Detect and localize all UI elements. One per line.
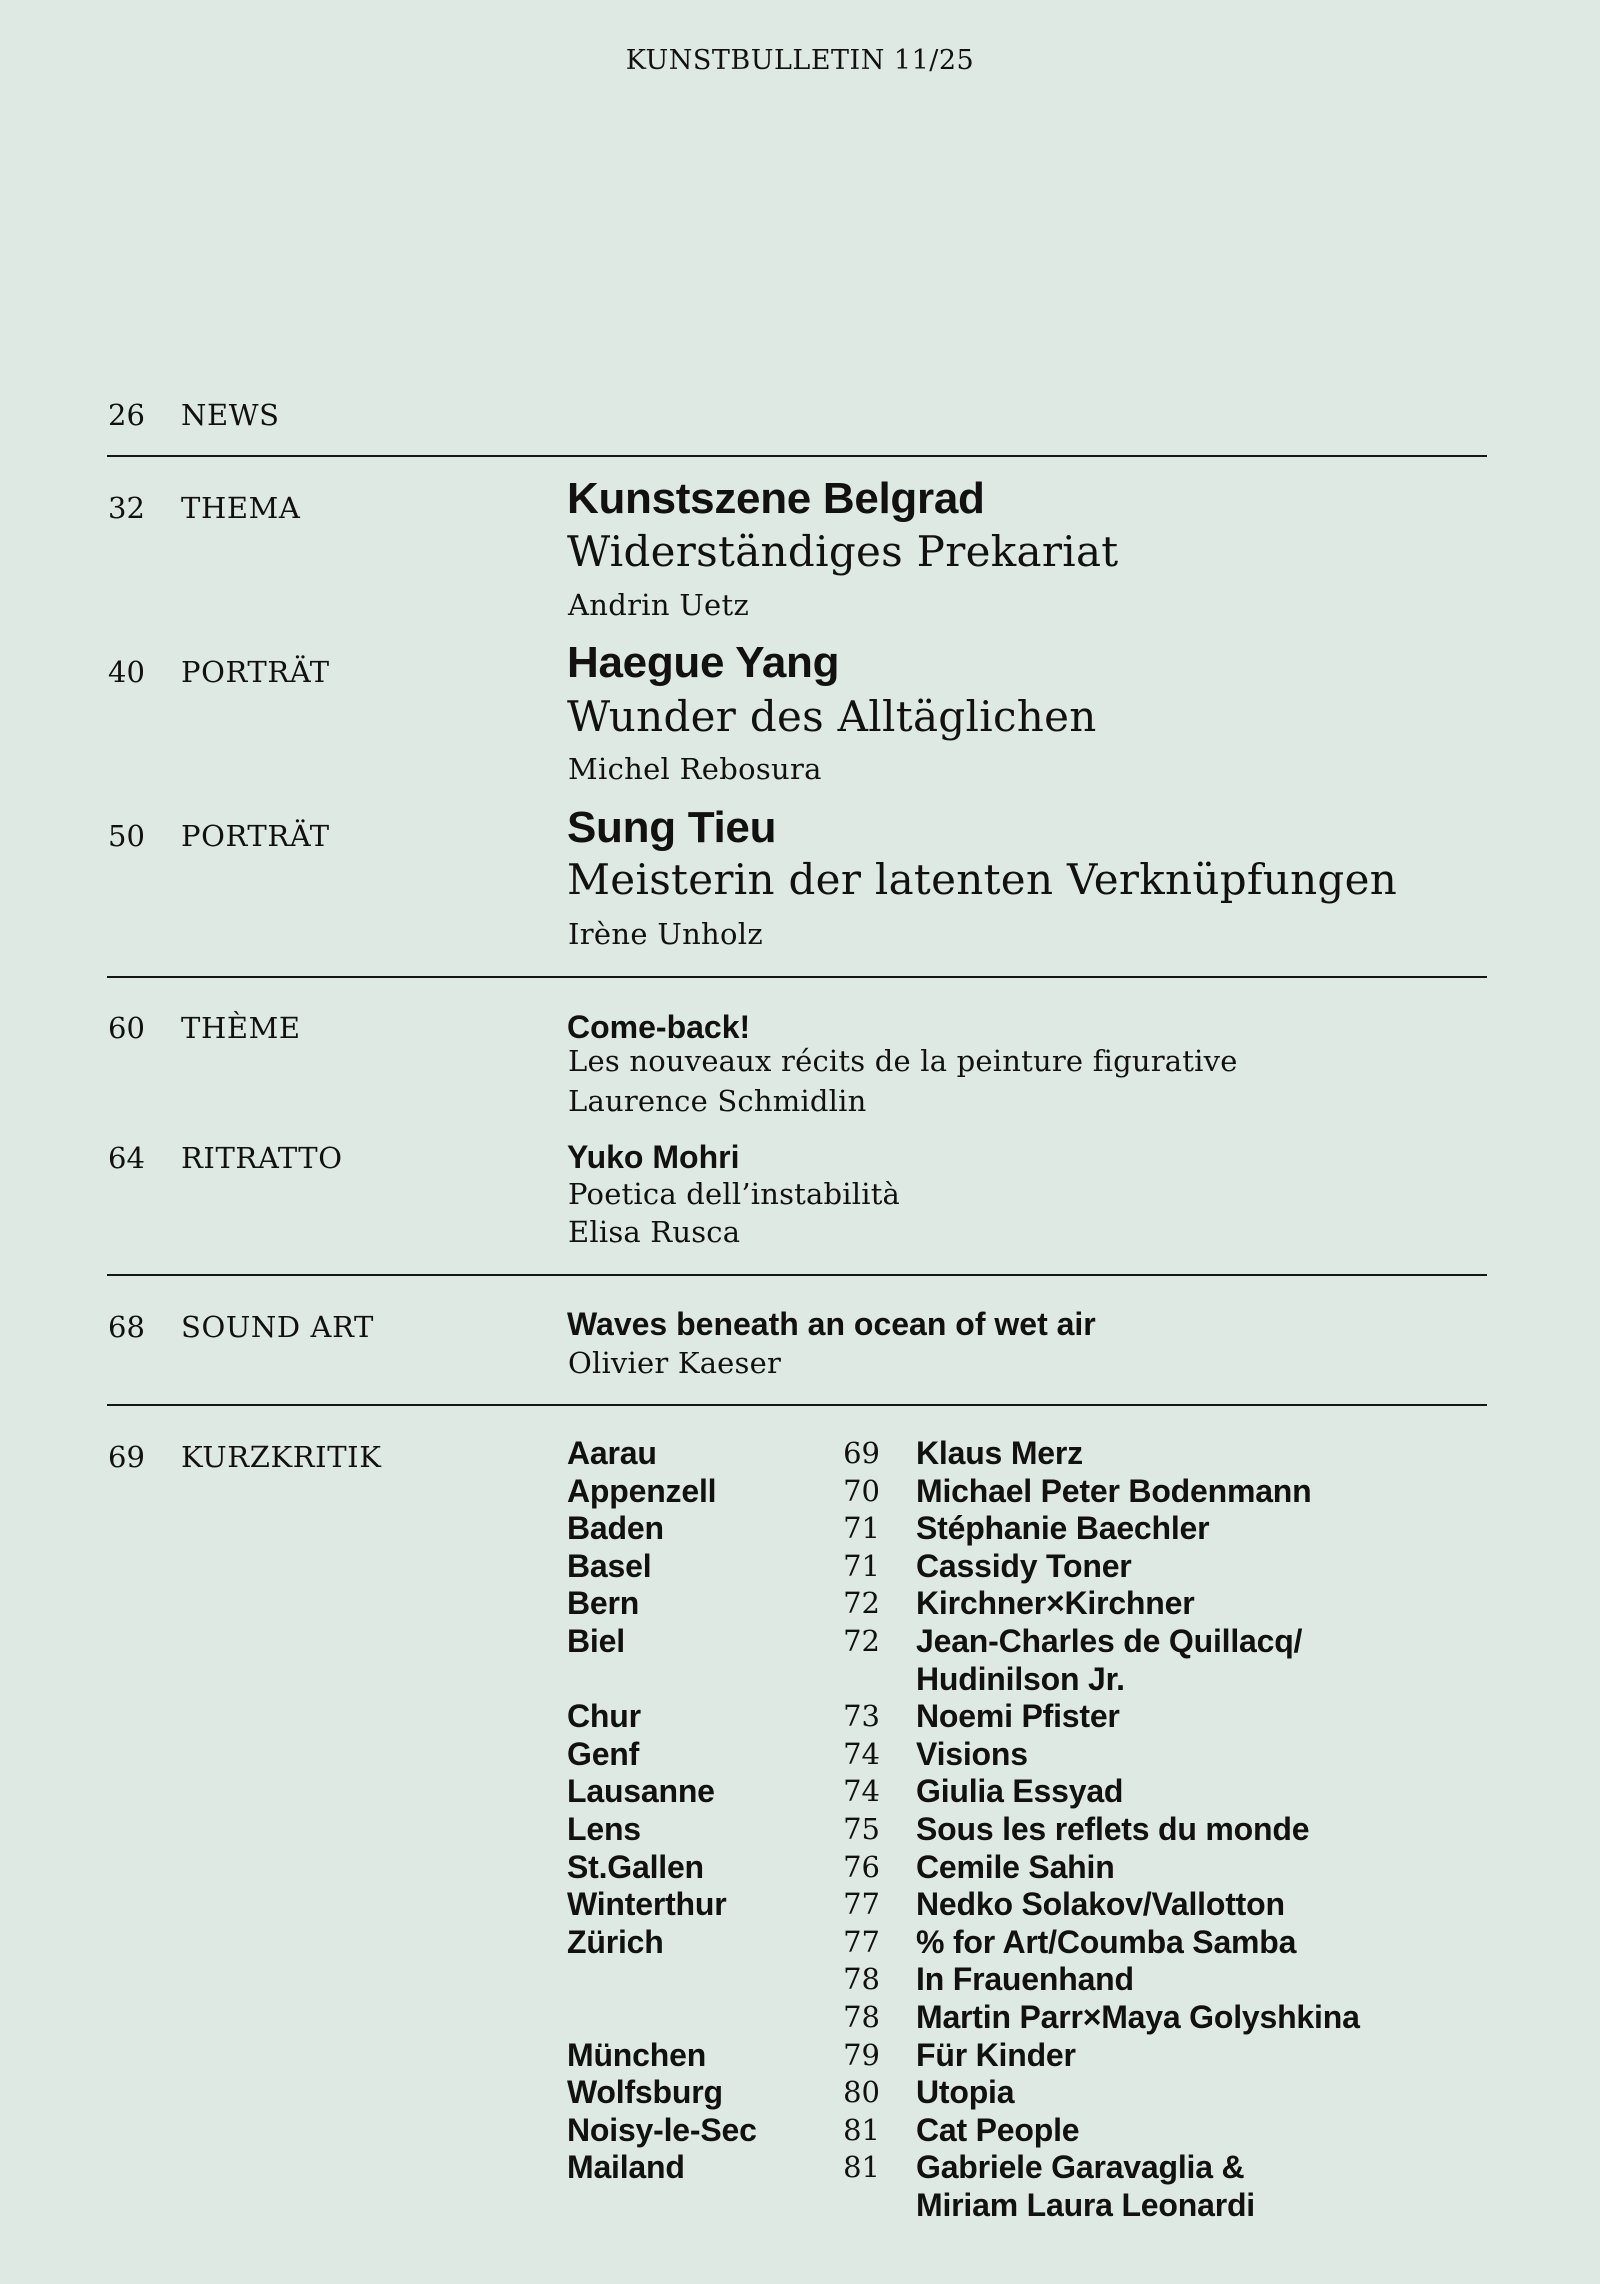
kurzkritik-page-number: 80 (843, 2075, 880, 2110)
kurzkritik-page-number: 70 (843, 1473, 880, 1508)
section-divider (107, 976, 1487, 978)
kurzkritik-title: Nedko Solakov/Vallotton (916, 1886, 1285, 1923)
kurzkritik-item[interactable] (567, 1773, 1517, 1811)
toc-title: Waves beneath an ocean of wet air (567, 1306, 1096, 1342)
kurzkritik-page-number: 81 (843, 2112, 880, 2147)
kurzkritik-city: St.Gallen (567, 1848, 704, 1885)
toc-page-number: 40 (108, 655, 145, 689)
toc-title: Yuko Mohri (567, 1139, 740, 1175)
kurzkritik-item[interactable] (567, 1698, 1517, 1736)
kurzkritik-item[interactable] (567, 1585, 1517, 1623)
kurzkritik-item[interactable] (567, 1961, 1517, 1999)
toc-author: Laurence Schmidlin (568, 1084, 867, 1118)
toc-subtitle: Meisterin der latenten Verknüpfungen (567, 855, 1398, 904)
toc-author: Michel Rebosura (568, 752, 822, 786)
toc-section-label: PORTRÄT (181, 819, 330, 853)
kurzkritik-page-number: 71 (843, 1511, 880, 1546)
kurzkritik-title: Sous les reflets du monde (916, 1810, 1310, 1847)
toc-author: Elisa Rusca (568, 1215, 741, 1249)
kurzkritik-page-number: 75 (843, 1811, 880, 1846)
section-divider (107, 1404, 1487, 1406)
kurzkritik-page-number: 72 (843, 1586, 880, 1621)
kurzkritik-city: Winterthur (567, 1886, 727, 1923)
kurzkritik-item[interactable] (567, 1435, 1517, 1473)
toc-page-number: 32 (108, 491, 145, 525)
toc-title: Come-back! (567, 1009, 751, 1045)
kurzkritik-title: Cemile Sahin (916, 1848, 1115, 1885)
section-divider (107, 455, 1487, 457)
kurzkritik-page-number: 73 (843, 1699, 880, 1734)
toc-title: Haegue Yang (567, 638, 840, 687)
kurzkritik-item[interactable] (567, 1886, 1517, 1924)
toc-section-label: THÈME (181, 1011, 301, 1045)
kurzkritik-page-number: 79 (843, 2037, 880, 2072)
section-divider (107, 1274, 1487, 1276)
kurzkritik-title: Für Kinder (916, 2036, 1076, 2073)
toc-title: Kunstszene Belgrad (567, 474, 985, 523)
kurzkritik-title: % for Art/Coumba Samba (916, 1923, 1297, 1960)
kurzkritik-city: Biel (567, 1622, 625, 1659)
kurzkritik-city: Appenzell (567, 1472, 717, 1509)
kurzkritik-city: Genf (567, 1735, 640, 1772)
toc-author: Olivier Kaeser (568, 1346, 782, 1380)
kurzkritik-title: Stéphanie Baechler (916, 1510, 1210, 1547)
toc-section-label: RITRATTO (181, 1141, 343, 1175)
kurzkritik-page-number: 72 (843, 1623, 880, 1658)
kurzkritik-page-number: 76 (843, 1849, 880, 1884)
kurzkritik-city: Chur (567, 1698, 641, 1735)
kurzkritik-page-number: 74 (843, 1736, 880, 1771)
kurzkritik-item[interactable] (567, 1510, 1517, 1548)
toc-section-label: PORTRÄT (181, 655, 330, 689)
toc-page-kurzkritik[interactable]: 69 (108, 1440, 145, 1474)
kurzkritik-item[interactable] (567, 1736, 1517, 1774)
toc-section-label: SOUND ART (181, 1310, 374, 1344)
kurzkritik-item[interactable] (567, 1999, 1517, 2037)
toc-author: Irène Unholz (568, 917, 763, 951)
kurzkritik-title: Jean-Charles de Quillacq/ Hudinilson Jr. (916, 1622, 1303, 1697)
kurzkritik-city: Bern (567, 1585, 640, 1622)
kurzkritik-page-number: 71 (843, 1548, 880, 1583)
kurzkritik-item[interactable] (567, 1548, 1517, 1586)
toc-subtitle: Widerständiges Prekariat (567, 527, 1119, 576)
kurzkritik-city: Mailand (567, 2149, 685, 2186)
kurzkritik-item[interactable] (567, 2112, 1517, 2150)
toc-section-label: THEMA (181, 491, 301, 525)
kurzkritik-city: Noisy-le-Sec (567, 2111, 757, 2148)
kurzkritik-city: Baden (567, 1510, 664, 1547)
kurzkritik-title: Martin Parr×Maya Golyshkina (916, 1998, 1360, 2035)
kurzkritik-city: Lens (567, 1810, 641, 1847)
kurzkritik-title: Giulia Essyad (916, 1773, 1124, 1810)
kurzkritik-page-number: 78 (843, 1962, 880, 1997)
toc-section-news[interactable]: NEWS (181, 398, 280, 432)
kurzkritik-page-number: 69 (843, 1436, 880, 1470)
kurzkritik-item[interactable] (567, 1473, 1517, 1511)
kurzkritik-title: Noemi Pfister (916, 1698, 1120, 1735)
kurzkritik-item[interactable] (567, 1623, 1517, 1698)
kurzkritik-item[interactable] (567, 2037, 1517, 2075)
kurzkritik-list (567, 1435, 1517, 2224)
kurzkritik-item[interactable] (567, 2074, 1517, 2112)
toc-page-number: 68 (108, 1310, 145, 1344)
kurzkritik-title: Michael Peter Bodenmann (916, 1472, 1312, 1509)
kurzkritik-city: Basel (567, 1547, 652, 1584)
toc-author: Andrin Uetz (568, 588, 750, 622)
kurzkritik-city: Wolfsburg (567, 2074, 723, 2111)
toc-page-news[interactable]: 26 (108, 398, 145, 432)
kurzkritik-item[interactable] (567, 1811, 1517, 1849)
kurzkritik-title: Cat People (916, 2111, 1080, 2148)
kurzkritik-page-number: 78 (843, 1999, 880, 2034)
kurzkritik-title: Utopia (916, 2074, 1015, 2111)
kurzkritik-item[interactable] (567, 2149, 1517, 2224)
kurzkritik-page-number: 77 (843, 1924, 880, 1959)
kurzkritik-title: Klaus Merz (916, 1435, 1083, 1471)
toc-subtitle: Les nouveaux récits de la peinture figurative (568, 1044, 1238, 1078)
kurzkritik-page-number: 74 (843, 1774, 880, 1809)
toc-page-number: 50 (108, 819, 145, 853)
kurzkritik-title: Gabriele Garavaglia & Miriam Laura Leonardi (916, 2149, 1255, 2223)
kurzkritik-city: Zürich (567, 1923, 664, 1960)
kurzkritik-title: Cassidy Toner (916, 1547, 1132, 1584)
toc-subtitle: Wunder des Alltäglichen (567, 692, 1097, 741)
kurzkritik-title: Kirchner×Kirchner (916, 1585, 1195, 1622)
masthead: KUNSTBULLETIN 11/25 (625, 45, 975, 76)
kurzkritik-page-number: 77 (843, 1887, 880, 1922)
kurzkritik-title: In Frauenhand (916, 1961, 1134, 1998)
toc-page-number: 64 (108, 1141, 145, 1175)
kurzkritik-item[interactable] (567, 1849, 1517, 1887)
kurzkritik-title: Visions (916, 1735, 1028, 1772)
kurzkritik-city: München (567, 2036, 707, 2073)
toc-title: Sung Tieu (567, 803, 777, 852)
kurzkritik-item[interactable] (567, 1924, 1517, 1962)
kurzkritik-city: Lausanne (567, 1773, 715, 1810)
toc-section-kurzkritik[interactable]: KURZKRITIK (181, 1440, 382, 1474)
kurzkritik-city: Aarau (567, 1435, 657, 1471)
toc-page-number: 60 (108, 1011, 145, 1045)
kurzkritik-page-number: 81 (843, 2150, 880, 2185)
toc-subtitle: Poetica dell’instabilità (568, 1177, 901, 1211)
